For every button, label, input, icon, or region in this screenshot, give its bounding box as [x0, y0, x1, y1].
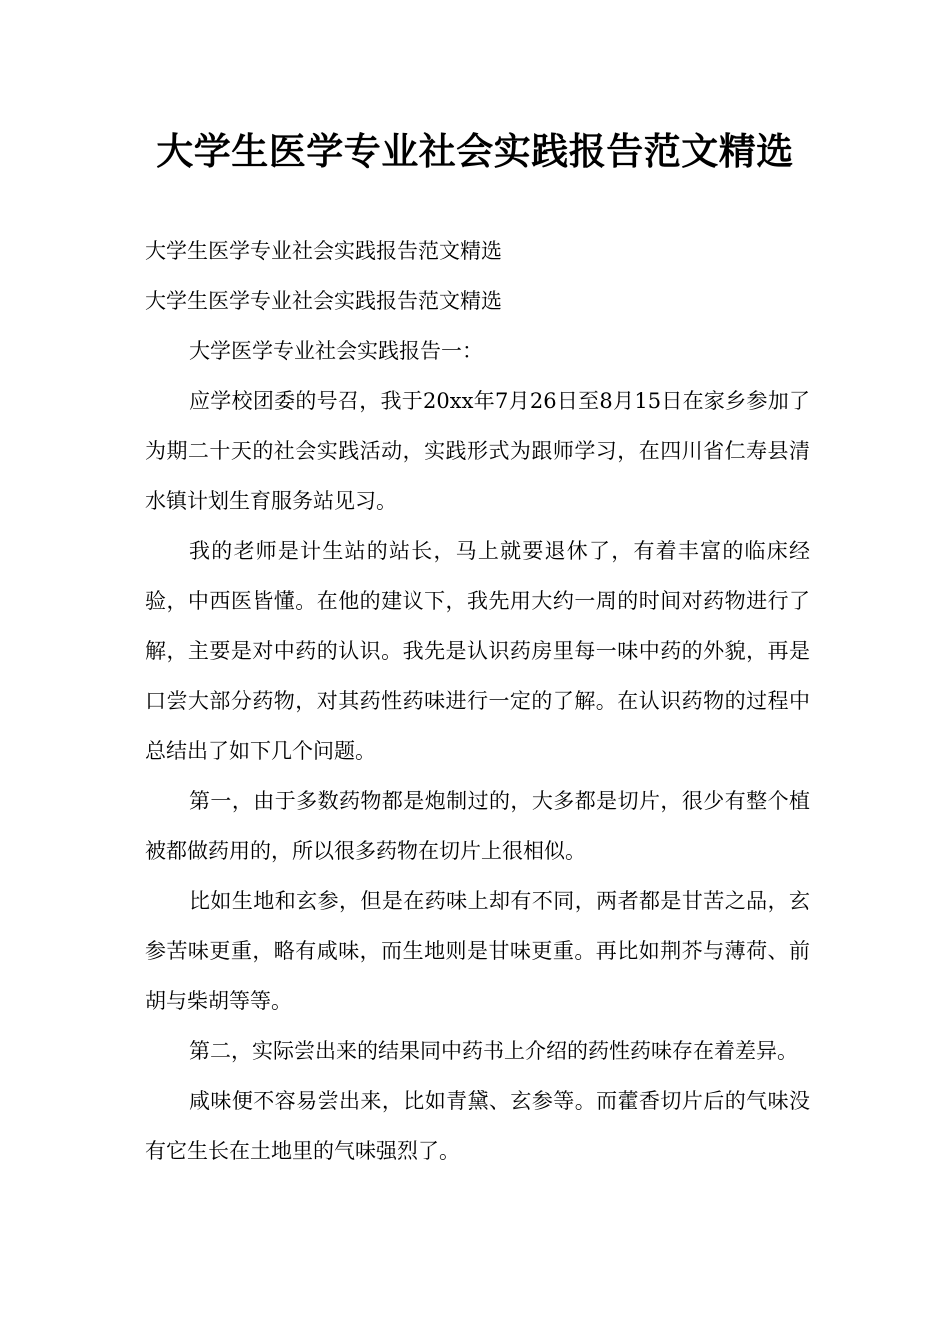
subtitle-line: 大学生医学专业社会实践报告范文精选: [145, 289, 502, 313]
paragraph: 应学校团委的号召，我于20xx年7月26日至8月15日在家乡参加了为期二十天的社会实践活动，实践形式为跟师学习，在四川省仁寿县清水镇计划生育服务站见习。: [145, 389, 810, 513]
paragraph: 我的老师是计生站的站长，马上就要退休了，有着丰富的临床经验，中西医皆懂。在他的建议下，我先用大约一周的时间对药物进行了解，主要是对中药的认识。我先是认识药房里每一味中药的外貌，再是口尝大部分药物，对其药性药味进行一定的了解。在认识药物的过程中总结出了如下几个问题。: [145, 539, 810, 763]
paragraph: 咸味便不容易尝出来，比如青黛、玄参等。而藿香切片后的气味没有它生长在土地里的气味强烈了。: [145, 1089, 810, 1163]
paragraph: 大学医学专业社会实践报告一：: [189, 339, 483, 363]
subtitle-line: 大学生医学专业社会实践报告范文精选: [145, 239, 502, 263]
paragraph: 第一，由于多数药物都是炮制过的，大多都是切片，很少有整个植被都做药用的，所以很多药物在切片上很相似。: [145, 789, 810, 863]
paragraph: 第二，实际尝出来的结果同中药书上介绍的药性药味存在着差异。: [189, 1039, 798, 1063]
document-body: [145, 226, 810, 1176]
document-title: 大学生医学专业社会实践报告范文精选: [156, 130, 794, 173]
paragraph: 比如生地和玄参，但是在药味上却有不同，两者都是甘苦之品，玄参苦味更重，略有咸味，而生地则是甘味更重。再比如荆芥与薄荷、前胡与柴胡等等。: [145, 889, 810, 1013]
